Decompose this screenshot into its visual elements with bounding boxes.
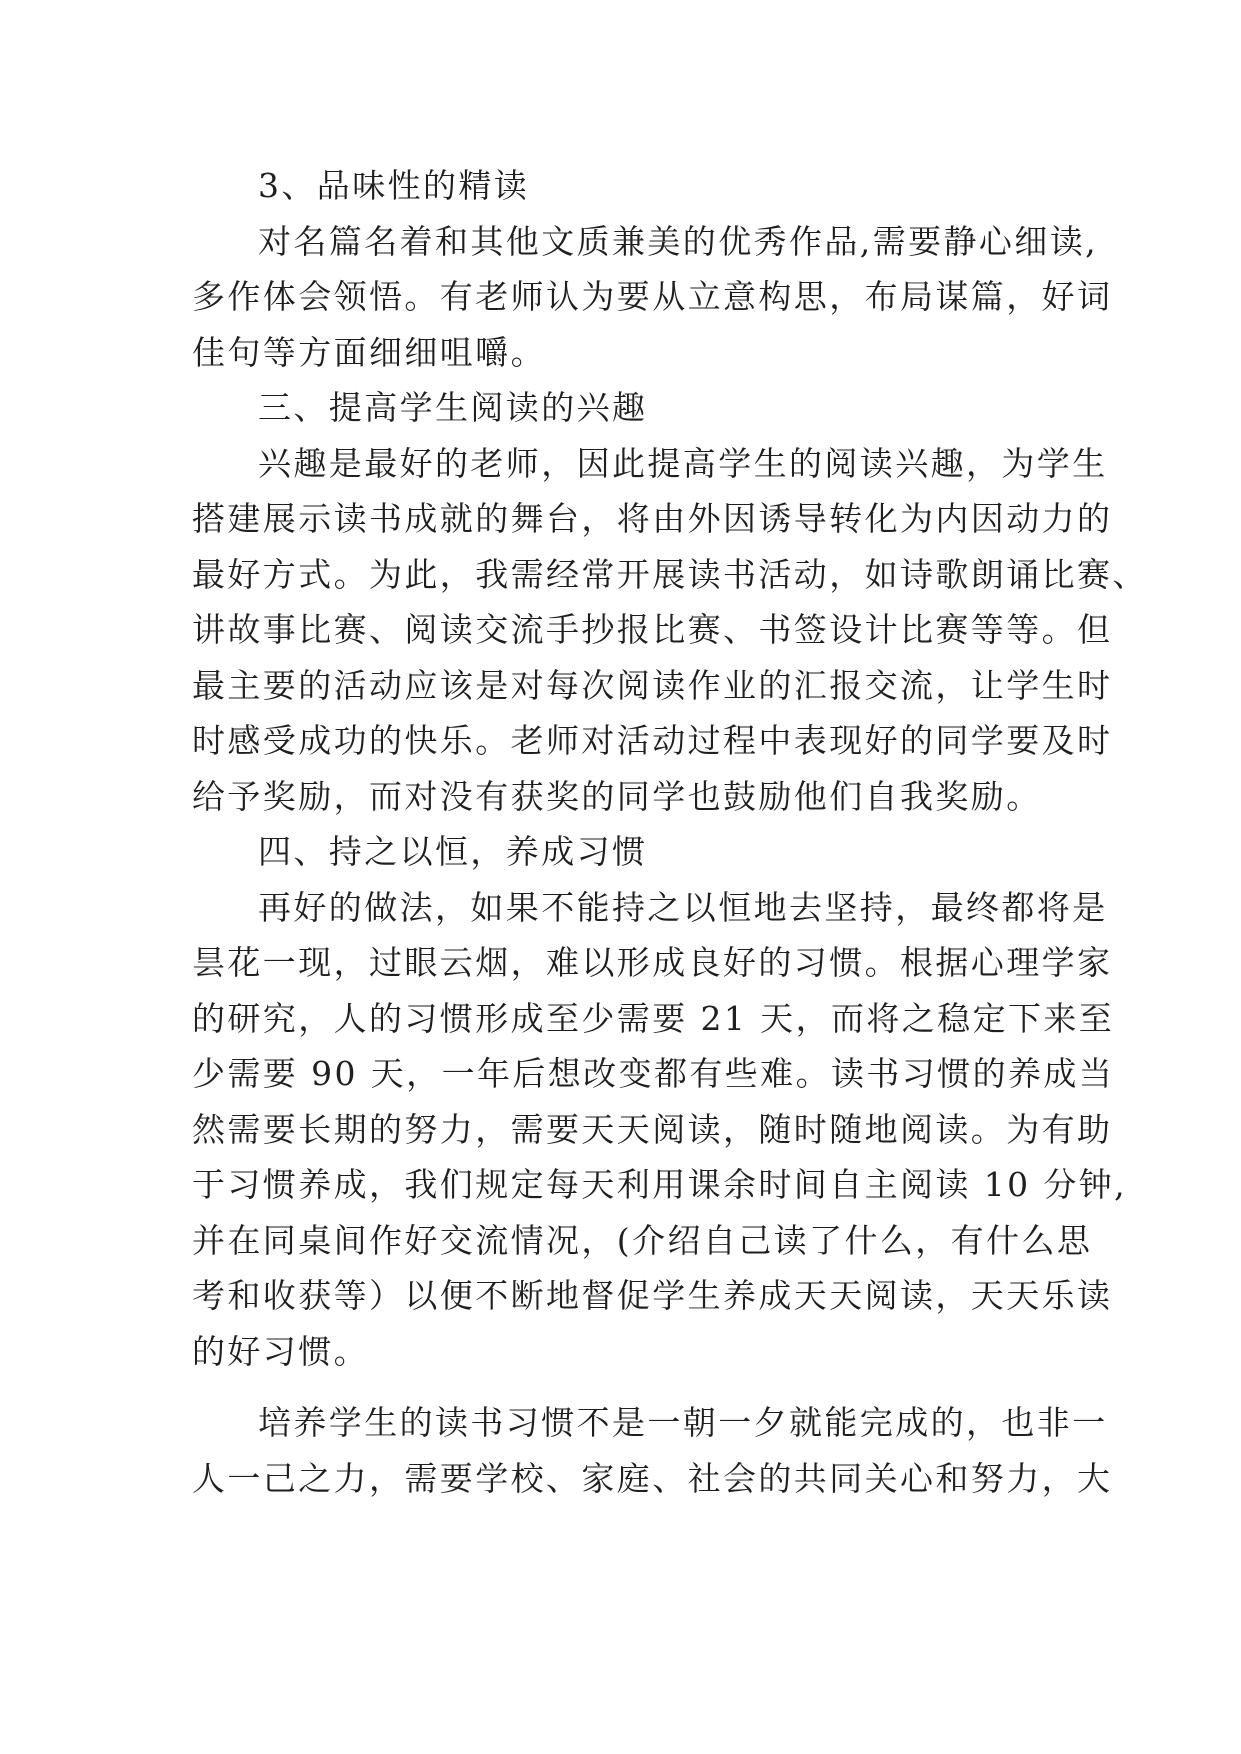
paragraph-line: 最主要的活动应该是对每次阅读作业的汇报交流，让学生时 — [192, 665, 1113, 705]
paragraph-line: 讲故事比赛、阅读交流手抄报比赛、书签设计比赛等等。但 — [192, 610, 1113, 649]
paragraph-line: 最好方式。为此，我需经常开展读书活动，如诗歌朗诵比赛、 — [192, 554, 1148, 594]
subheading-intensive-reading: 3、品味性的精读 — [258, 166, 530, 205]
paragraph-line: 时感受成功的快乐。老师对活动过程中表现好的同学要及时 — [192, 721, 1113, 760]
paragraph-line: 对名篇名着和其他文质兼美的优秀作品,需要静心细读, — [258, 221, 1098, 261]
paragraph-line: 搭建展示读书成就的舞台，将由外因诱导转化为内因动力的 — [192, 499, 1113, 538]
paragraph-line: 给予奖励，而对没有获奖的同学也鼓励他们自我奖励。 — [192, 776, 1042, 816]
paragraph-line: 佳句等方面细细咀嚼。 — [192, 332, 546, 372]
paragraph-line: 的研究，人的习惯形成至少需要 21 天，而将之稳定下来至 — [192, 998, 1115, 1038]
paragraph-line: 于习惯养成，我们规定每天利用课余时间自主阅读 10 分钟, — [192, 1165, 1128, 1204]
paragraph-line: 并在同桌间作好交流情况，(介绍自己读了什么，有什么思 — [192, 1220, 1093, 1260]
paragraph-line: 多作体会领悟。有老师认为要从立意构思，布局谋篇，好词 — [192, 277, 1113, 316]
paragraph-line: 人一己之力，需要学校、家庭、社会的共同关心和努力，大 — [192, 1458, 1113, 1498]
paragraph-line: 少需要 90 天，一年后想改变都有些难。读书习惯的养成当 — [192, 1054, 1115, 1093]
section-heading-interest: 三、提高学生阅读的兴趣 — [258, 388, 648, 427]
paragraph-line: 昙花一现，过眼云烟，难以形成良好的习惯。根据心理学家 — [192, 943, 1113, 982]
paragraph-line: 再好的做法，如果不能持之以恒地去坚持，最终都将是 — [258, 887, 1108, 927]
section-heading-perseverance: 四、持之以恒，养成习惯 — [258, 832, 648, 871]
document-body — [192, 158, 1148, 1506]
paragraph-line: 然需要长期的努力，需要天天阅读，随时随地阅读。为有助 — [192, 1109, 1113, 1149]
paragraph-line: 的好习惯。 — [192, 1331, 369, 1371]
paragraph-line: 兴趣是最好的老师，因此提高学生的阅读兴趣，为学生 — [258, 443, 1108, 483]
paragraph-line: 培养学生的读书习惯不是一朝一夕就能完成的，也非一 — [258, 1403, 1108, 1442]
paragraph-line: 考和收获等）以便不断地督促学生养成天天阅读，天天乐读 — [192, 1276, 1113, 1315]
